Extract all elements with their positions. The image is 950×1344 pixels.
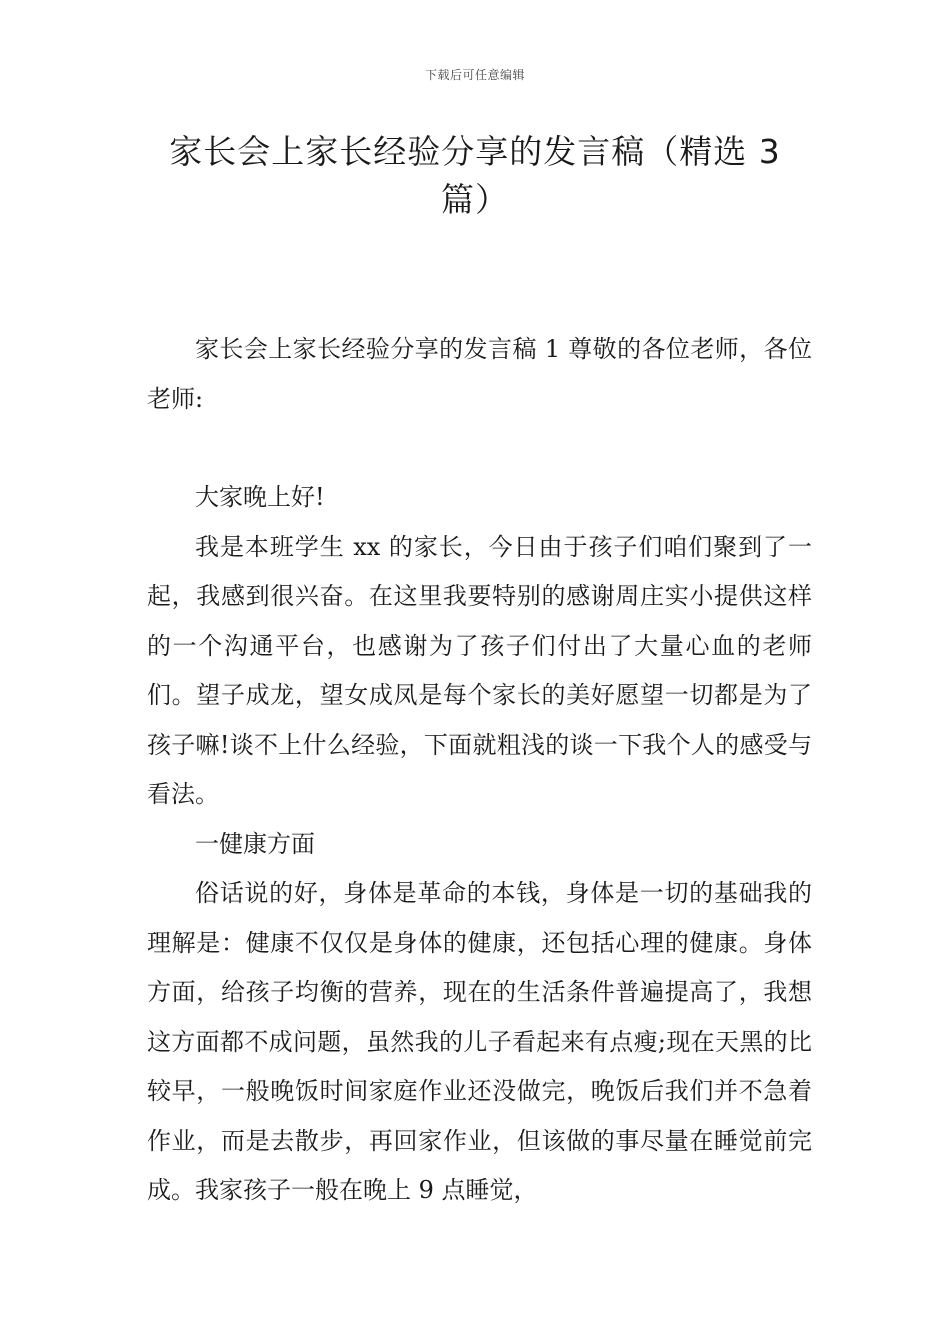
paragraph-salutation: 大家晚上好! bbox=[195, 483, 325, 511]
paragraph-introduction: 我是本班学生 xx 的家长，今日由于孩子们咱们聚到了一起，我感到很兴奋。在这里我要特别的感谢周庄实小提供这样的一个沟通平台，也感谢为了孩子们付出了大量心血的老师们。望子成龙，望女成凤是每个家长的美好愿望一切都是为了孩子嘛!谈不上什么经验，下面就粗浅的谈一下我个人的感受与看法。 bbox=[147, 532, 812, 808]
header-note: 下载后可任意编辑 bbox=[424, 68, 525, 82]
section-heading-health: 一健康方面 bbox=[195, 829, 315, 858]
document-body bbox=[147, 325, 812, 1216]
document-title: 家长会上家长经验分享的发言稿（精选 3 篇） bbox=[169, 132, 781, 219]
paragraph-health: 俗话说的好，身体是革命的本钱，身体是一切的基础我的理解是：健康不仅仅是身体的健康，还包括心理的健康。身体方面，给孩子均衡的营养，现在的生活条件普遍提高了，我想这方面都不成问题，虽然我的儿子看起来有点瘦;现在天黑的比较早，一般晚饭时间家庭作业还没做完，晚饭后我们并不急着作业，而是去散步，再回家作业，但该做的事尽量在睡觉前完成。我家孩子一般在晚上 9 点睡觉， bbox=[147, 879, 812, 1204]
paragraph-greeting: 家长会上家长经验分享的发言稿 1 尊敬的各位老师，各位老师: bbox=[147, 335, 812, 413]
